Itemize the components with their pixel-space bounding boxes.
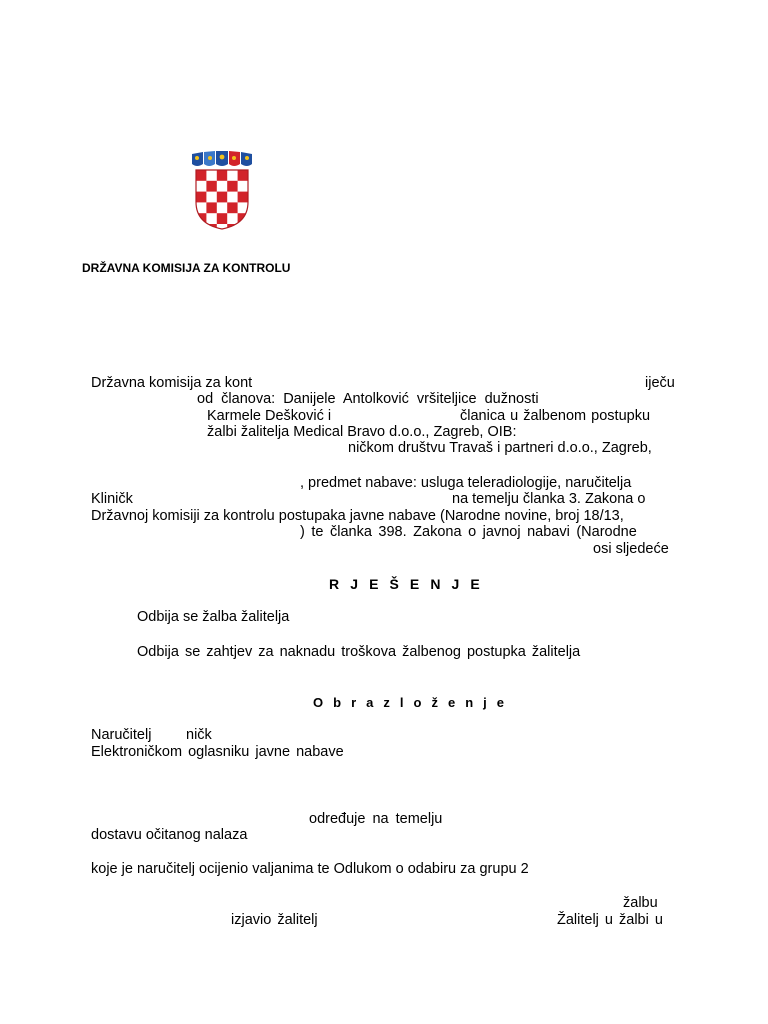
reasoning-line: ničk (186, 727, 212, 743)
intro-line: ničkom društvu Travaš i partneri d.o.o., Zagreb, (348, 440, 652, 456)
intro-line: Kliničk (91, 491, 133, 507)
reasoning-line: žalbu (623, 895, 658, 911)
reasoning-line: određuje na temelju (309, 811, 443, 827)
intro-line: na temelju članka 3. Zakona o (452, 491, 646, 507)
reasoning-line: izjavio žalitelj (231, 912, 318, 928)
intro-line: Karmele Dešković i (207, 408, 332, 424)
reasoning-line: Žalitelj u žalbi u (557, 912, 663, 928)
reasoning-line: Naručitelj (91, 727, 152, 743)
intro-line: Državnoj komisiji za kontrolu postupaka javne nabave (Narodne novine, broj 18/13, (91, 508, 624, 524)
decision-item: Odbija se zahtjev za naknadu troškova žalbenog postupka žalitelja (137, 644, 581, 660)
crown-icon (192, 151, 252, 166)
intro-line: iječu (645, 375, 675, 391)
decision-title: R J E Š E N J E (329, 576, 484, 592)
intro-line: žalbi žalitelja Medical Bravo d.o.o., Zagreb, OIB: (207, 424, 517, 440)
intro-line: , predmet nabave: usluga teleradiologije, naručitelja (300, 475, 632, 491)
coat-of-arms-logo (190, 150, 254, 230)
intro-line: ) te članka 398. Zakona o javnoj nabavi (Narodne (300, 524, 637, 540)
reasoning-line: Elektroničkom oglasniku javne nabave (91, 744, 344, 760)
intro-line: od članova: Danijele Antolković vršiteljice dužnosti (197, 391, 539, 407)
intro-line: Državna komisija za kont (91, 375, 253, 391)
authority-heading: DRŽAVNA KOMISIJA ZA KONTROLU (82, 261, 291, 275)
reasoning-title: O b r a z l o ž e n j e (313, 695, 508, 710)
reasoning-line: dostavu očitanog nalaza (91, 827, 248, 843)
decision-item: Odbija se žalba žalitelja (137, 609, 290, 625)
reasoning-line: koje je naručitelj ocijenio valjanima te Odlukom o odabiru za grupu 2 (91, 861, 529, 877)
intro-line: članica u žalbenom postupku (460, 408, 651, 424)
intro-line: osi sljedeće (593, 541, 669, 557)
